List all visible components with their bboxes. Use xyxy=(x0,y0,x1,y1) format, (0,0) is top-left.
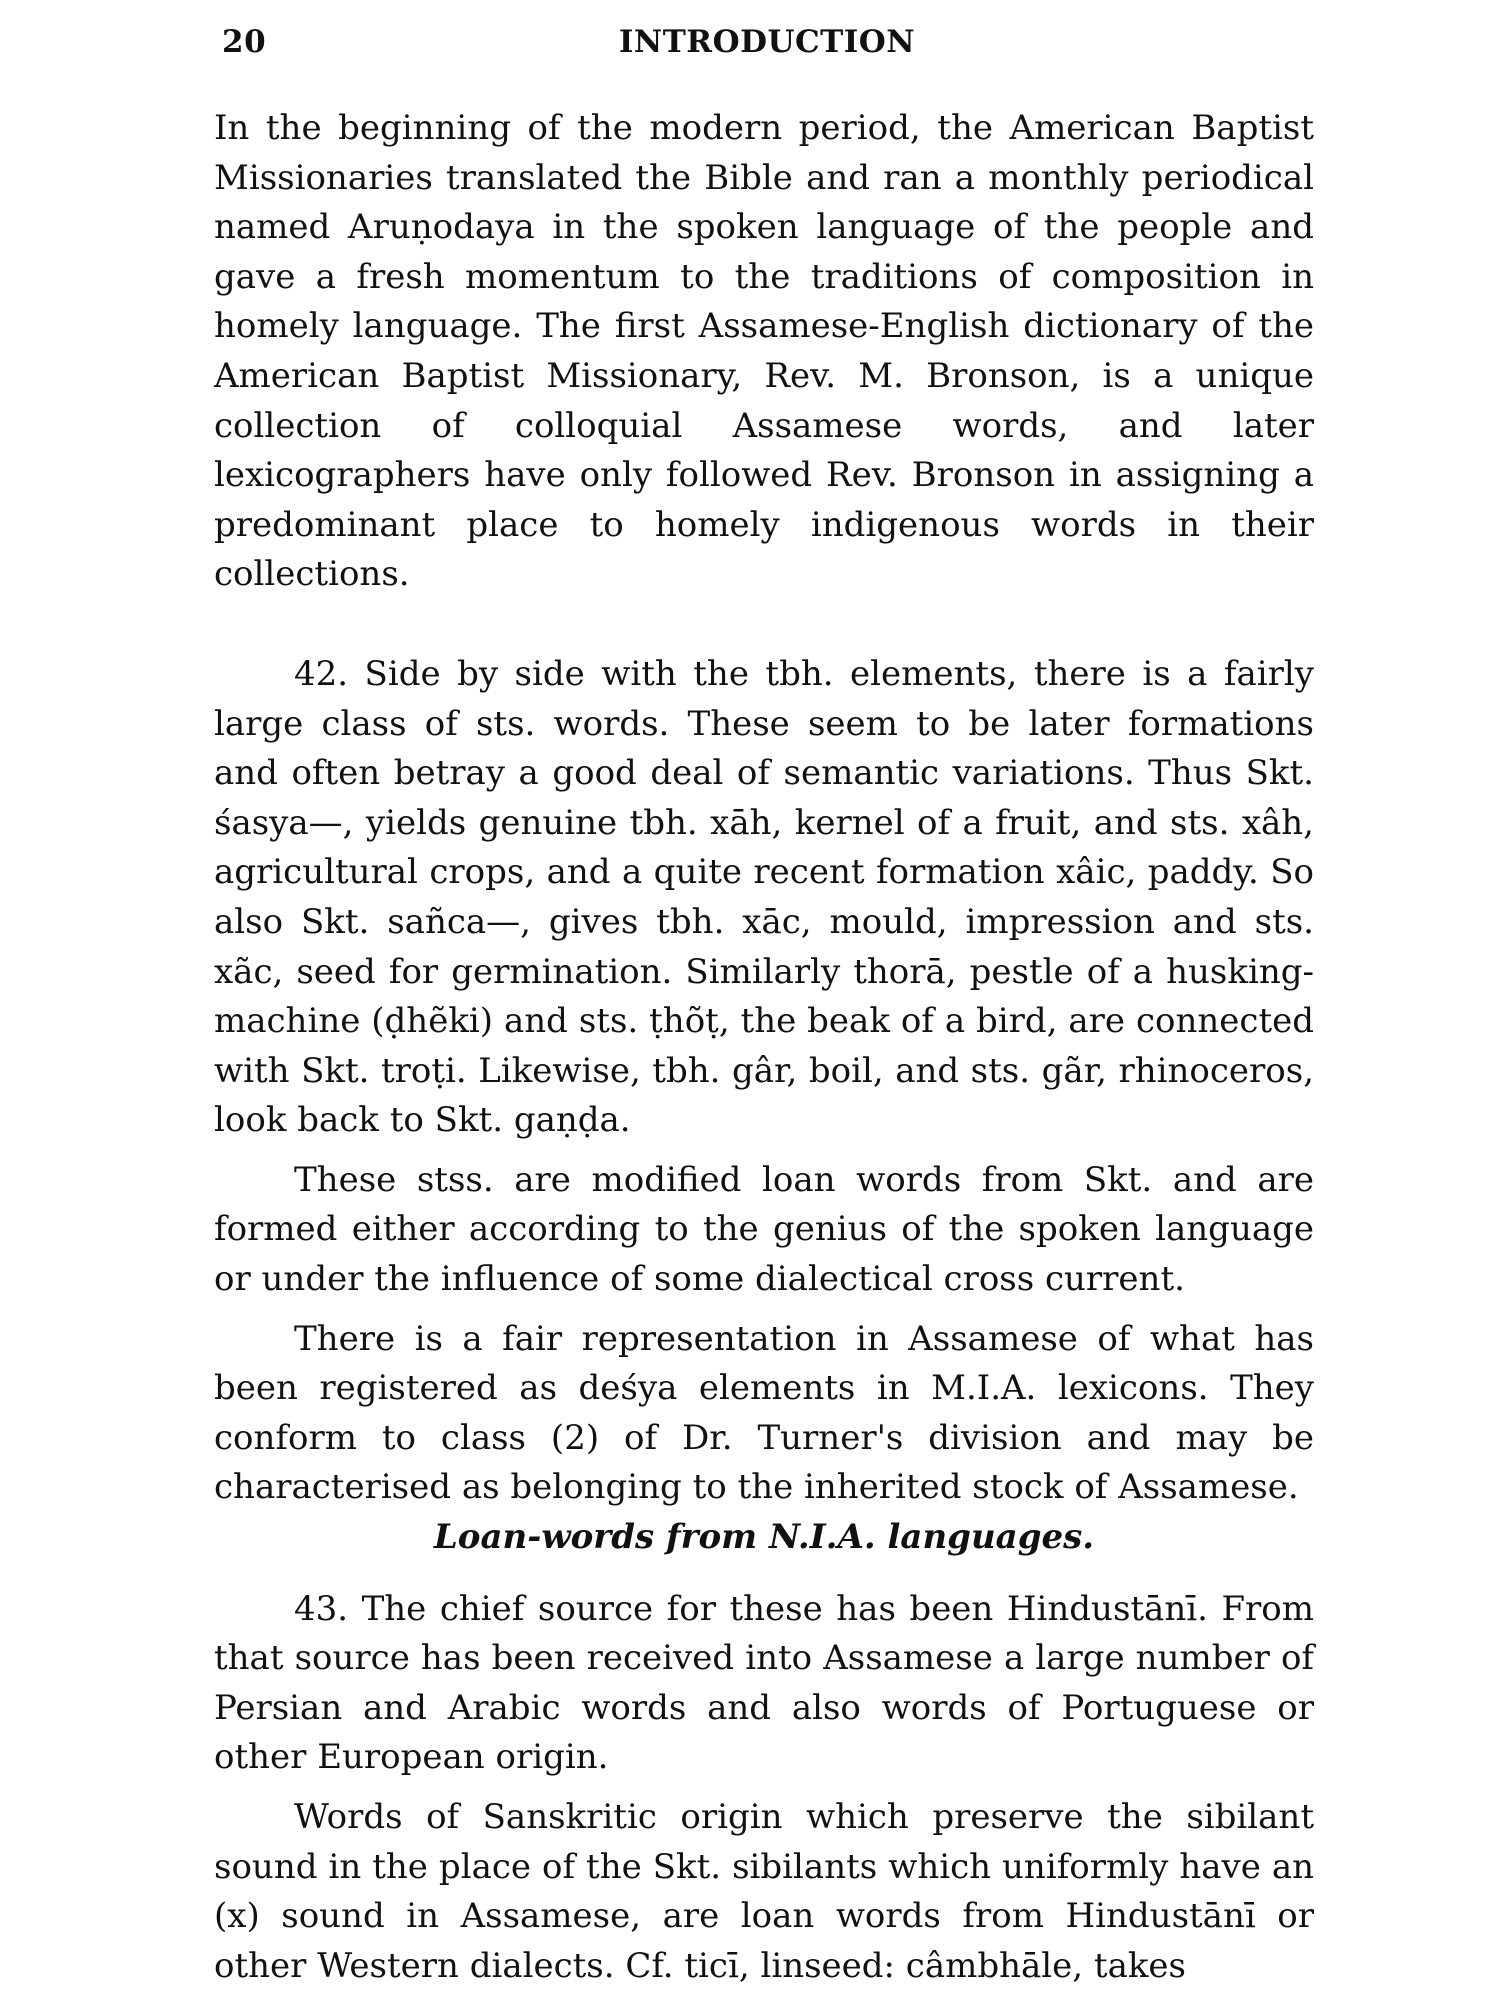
running-title: INTRODUCTION xyxy=(618,24,916,60)
paragraph-desya: There is a fair representation in Assamese of what has been registered as deśya elements in M.I.A. lexicons. They conform to class (2) of Dr. Turner's division and may be characterised as belonging to the inherited stock of Assamese. xyxy=(214,1318,1314,1508)
paragraph-stss: These stss. are modified loan words from Skt. and are formed either according to the genius of the spoken language or under the influence of some dialectical cross current. xyxy=(214,1159,1314,1300)
paragraph-section-42: 42. Side by side with the tbh. elements, there is a fairly large class of sts. words. These seem to be later formations and often betray a good deal of semantic variations. Thus Skt. śasya—, yields genuine tbh. xāh, kernel of a fruit, and sts. xâh, agricultural crops, and a quite recent formation xâic, paddy. So also Skt. sañca—, gives tbh. xāc, mould, impression and sts. xãc, seed for germination. Similarly thorā, pestle of a husking-machine (ḍhẽki) and sts. ṭhõṭ, the beak of a bird, are connected with Skt. troṭi. Likewise, tbh. gâr, boil, and sts. gãr, rhinoceros, look back to Skt. gaṇḍa. xyxy=(214,653,1314,1141)
running-header xyxy=(222,24,1312,64)
page-number: 20 xyxy=(222,24,267,60)
section-heading: Loan-words from N.I.A. languages. xyxy=(433,1517,1095,1558)
paragraph-section-43: 43. The chief source for these has been Hindustānī. From that source has been received into Assamese a large number of Persian and Arabic words and also words of Portuguese or other European origin. xyxy=(214,1588,1314,1778)
body-text xyxy=(214,104,1314,1991)
paragraph-intro: In the beginning of the modern period, the American Baptist Missionaries translated the Bible and ran a monthly periodical named Aruṇodaya in the spoken language of the people and gave a fresh momentum to the traditions of composition in homely language. The first Assamese-English dictionary of the American Baptist Missionary, Rev. M. Bronson, is a unique collection of colloquial Assamese words, and later lexicographers have only followed Rev. Bronson in assigning a predominant place to homely indigenous words in their collections. xyxy=(214,108,1314,595)
paragraph-sanskritic-origin: Words of Sanskritic origin which preserve the sibilant sound in the place of the Skt. sibilants which uniformly have an (x) sound in Assamese, are loan words from Hindustānī or other Western dialects. Cf. ticī, linseed: câmbhāle, takes xyxy=(214,1797,1314,1986)
